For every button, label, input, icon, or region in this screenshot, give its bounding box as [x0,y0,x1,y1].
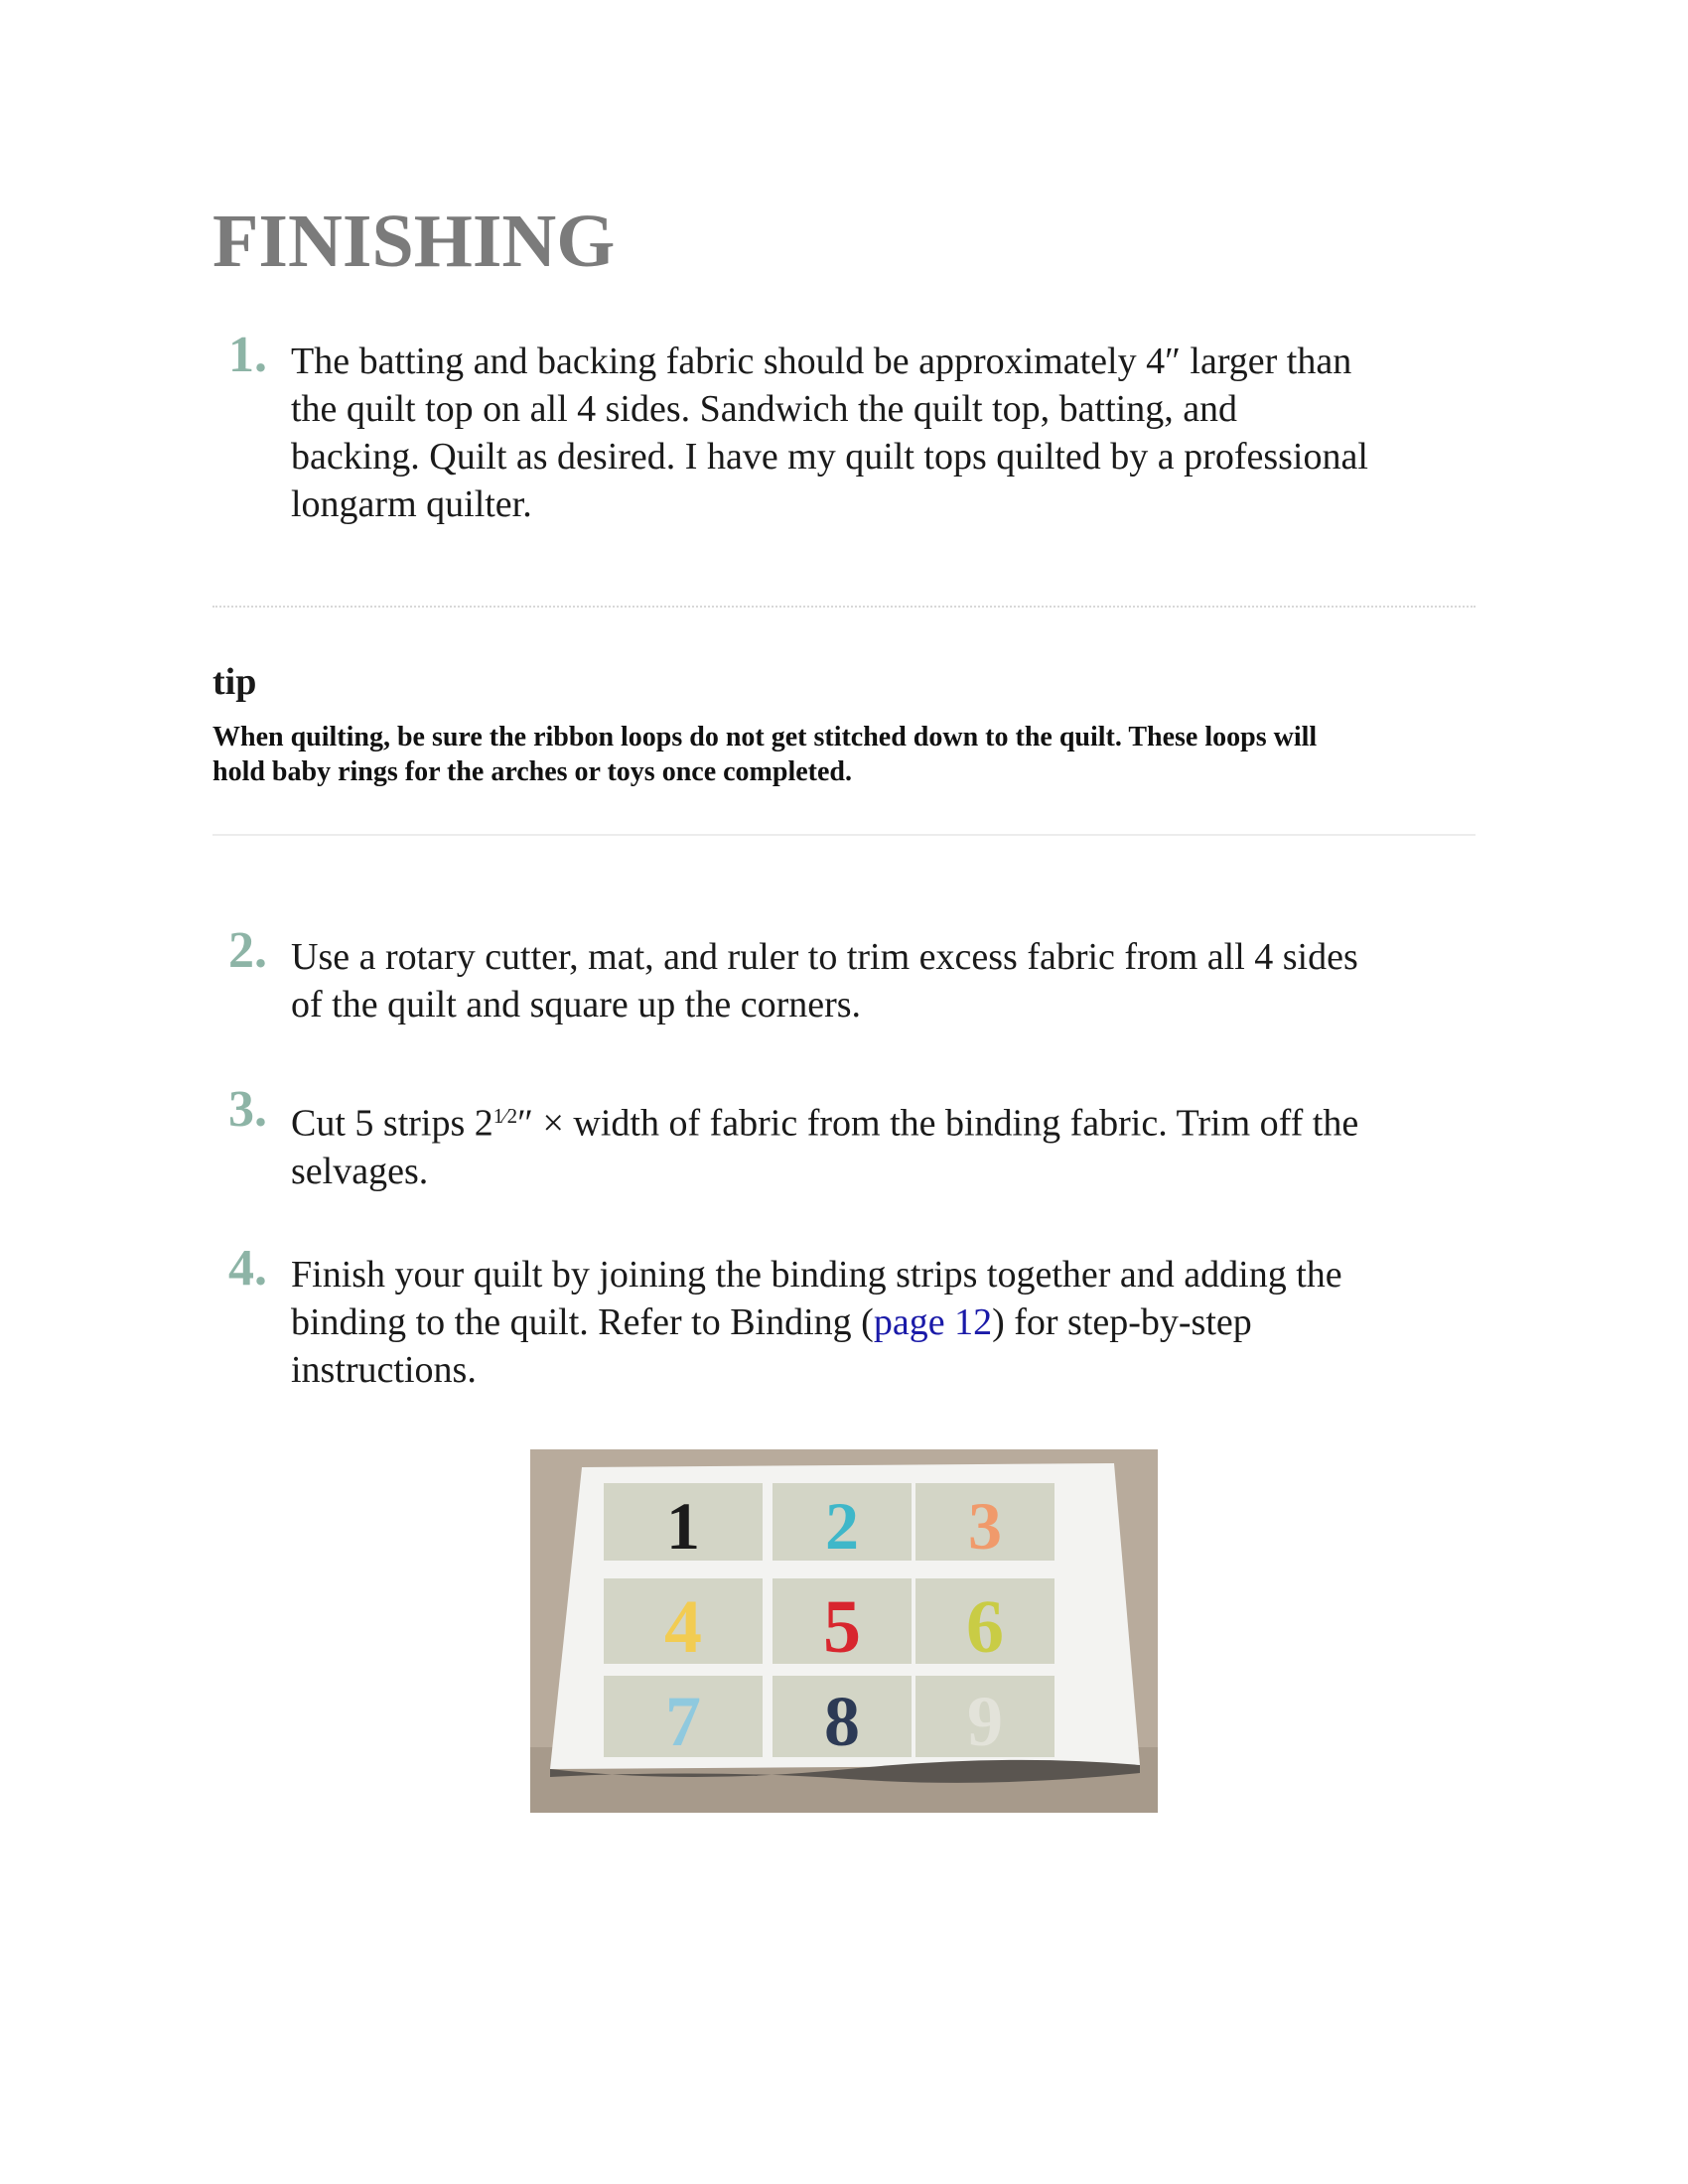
quilt-numeral: 9 [967,1682,1003,1761]
tip-body [212,720,1474,789]
step-line [291,1298,1479,1346]
step-line: Finish your quilt by joining the binding strips together and adding the [291,1254,1342,1296]
step-number: 1. [228,327,267,383]
step-number: 4. [228,1240,267,1297]
step-line: backing. Quilt as desired. I have my quilt tops quilted by a professional [291,436,1368,478]
step-line: instructions. [291,1349,477,1391]
quilt-numeral: 3 [968,1488,1002,1564]
step-line: selvages. [291,1150,429,1192]
step-text-segment: ″ × width of fabric from the binding fabric. Trim off the [517,1102,1359,1145]
tip-line: When quilting, be sure the ribbon loops do not get stitched down to the quilt. These loops will [212,722,1318,752]
step-line: Use a rotary cutter, mat, and ruler to trim excess fabric from all 4 sides [291,936,1358,978]
step-text-segment: ) for step-by-step [992,1301,1252,1343]
divider [212,834,1476,836]
step-line: of the quilt and square up the corners. [291,984,862,1025]
step-line [291,1092,1479,1148]
step-text [291,338,1479,528]
step-text-segment: binding to the quilt. Refer to Binding ( [291,1301,874,1343]
step-1 [228,327,1479,528]
step-line: longarm quilter. [291,483,532,525]
quilt-numeral: 2 [825,1488,859,1564]
step-text [291,1251,1479,1394]
quilt-numeral: 7 [665,1682,701,1761]
quilt-photo [530,1449,1158,1813]
fraction: 1⁄2 [492,1104,518,1128]
step-line: the quilt top on all 4 sides. Sandwich the quilt top, batting, and [291,388,1238,430]
page-link[interactable]: page 12 [873,1301,993,1343]
quilt-numeral: 1 [666,1488,700,1564]
quilt-numeral: 8 [824,1682,860,1761]
quilt-numeral: 5 [823,1585,861,1669]
tip-heading: tip [212,661,257,703]
step-text [291,933,1479,1028]
page-title: FINISHING [212,200,616,283]
quilt-grid [604,1483,1055,1761]
quilt-numeral: 4 [664,1585,702,1669]
quilt-numeral: 6 [966,1585,1004,1669]
divider [212,606,1476,608]
step-3 [228,1081,1479,1195]
step-number: 2. [228,922,267,979]
step-number: 3. [228,1081,267,1138]
tip-line: hold baby rings for the arches or toys once completed. [212,756,852,787]
step-text-segment: Cut 5 strips 2 [291,1102,493,1145]
step-2 [228,922,1479,1028]
step-line: The batting and backing fabric should be approximately 4″ larger than [291,341,1352,382]
step-4 [228,1240,1479,1394]
step-text [291,1092,1479,1195]
